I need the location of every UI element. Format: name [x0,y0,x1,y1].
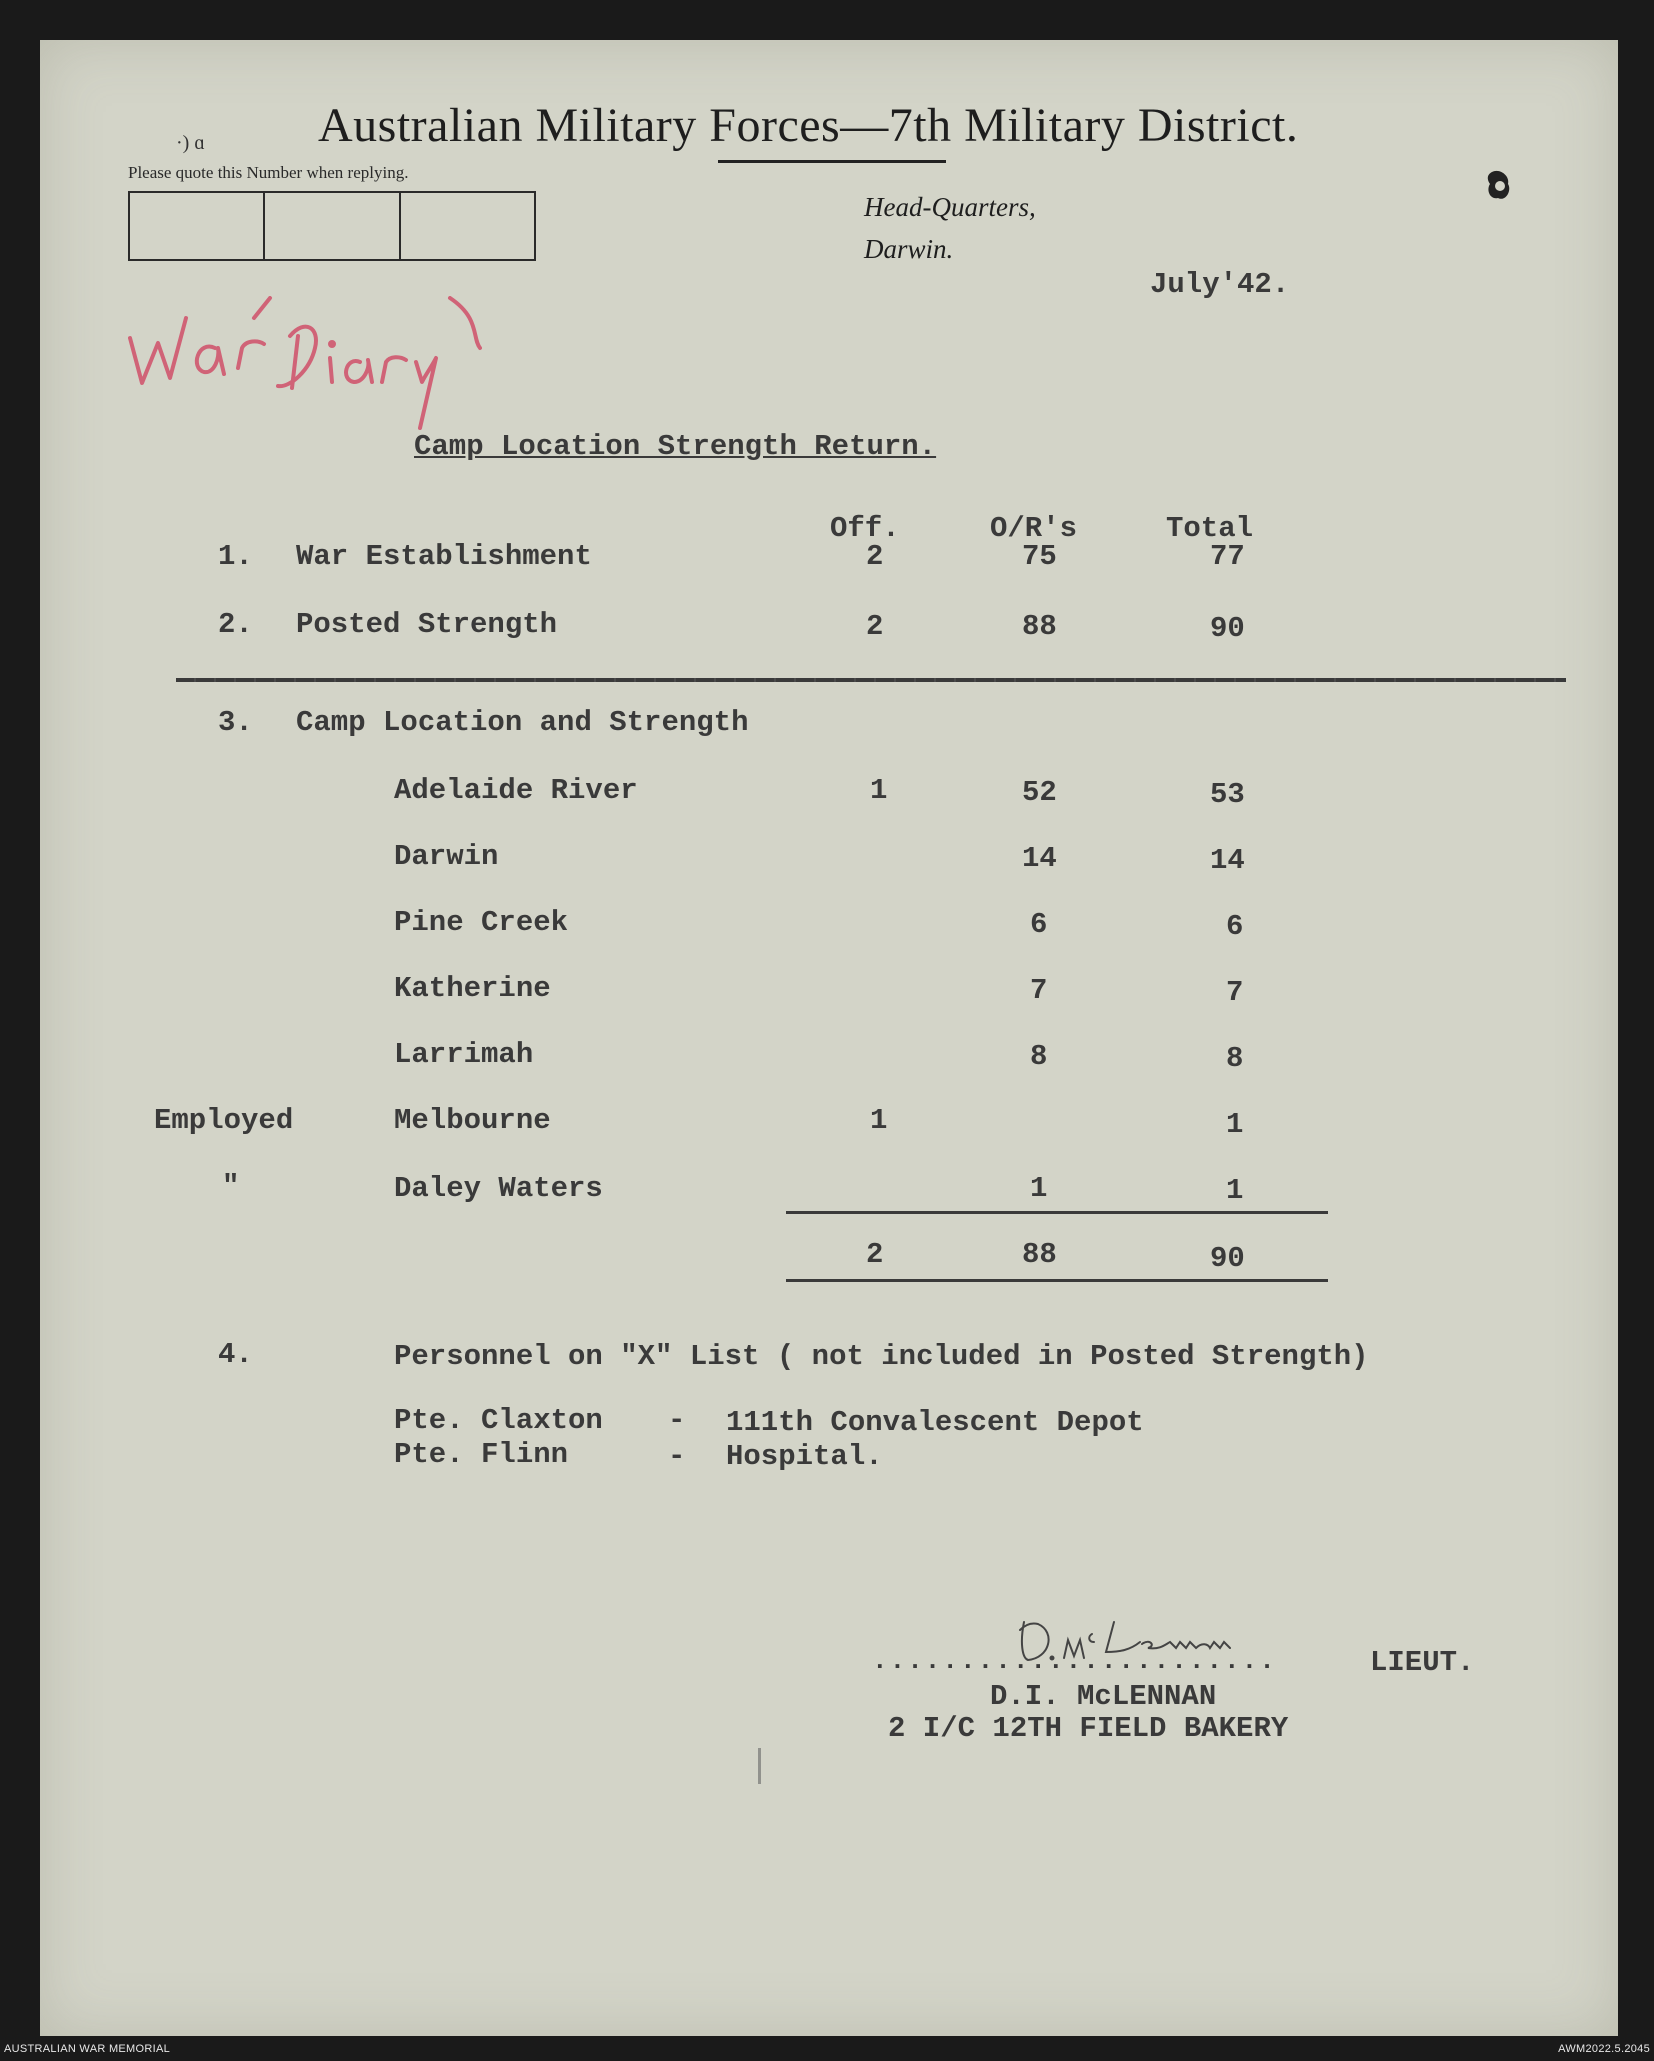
section-label: Personnel on "X" List ( not included in Posted Strength) [394,1340,1369,1373]
location-ors: 14 [1022,842,1057,875]
footer-accession-number: AWM2022.5.2045 [1558,2043,1650,2055]
section-number: 3. [218,706,253,739]
column-header-ors: O/R's [990,512,1078,545]
hq-line-2: Darwin. [864,234,954,264]
x-list-name: Pte. Flinn [394,1438,569,1471]
location-prefix: Employed [154,1104,294,1137]
reference-cell [265,193,400,259]
location-name: Pine Creek [394,906,569,939]
hq-line-1: Head-Quarters, [864,192,1036,222]
item-off: 2 [866,610,884,643]
location-total: 7 [1226,976,1244,1009]
headquarters-address [864,186,1036,270]
location-ors: 52 [1022,776,1057,809]
signature-rank: LIEUT. [1370,1646,1475,1679]
location-name: Darwin [394,840,499,873]
x-list-location: Hospital. [726,1440,883,1473]
total-ors: 88 [1022,1238,1057,1271]
item-total: 90 [1210,612,1245,645]
letterhead-underline [718,160,946,163]
item-off: 2 [866,540,884,573]
handwritten-war-diary-annotation [120,278,520,438]
document-date: July'42. [1150,268,1290,301]
section-divider [176,678,1566,682]
location-name: Larrimah [394,1038,534,1071]
signatory-unit: 2 I/C 12TH FIELD BAKERY [888,1712,1289,1745]
x-list-dash: - [668,1440,686,1473]
location-total: 1 [1226,1108,1244,1141]
location-ors: 6 [1030,908,1048,941]
footer-archive-name: AUSTRALIAN WAR MEMORIAL [4,2043,171,2055]
location-total: 6 [1226,910,1244,943]
location-off: 1 [870,1104,888,1137]
location-name: Katherine [394,972,551,1005]
item-label: Posted Strength [296,608,558,641]
total-rule [786,1279,1328,1282]
column-header-off: Off. [830,512,900,545]
location-name: Daley Waters [394,1172,603,1205]
letterhead-title: Australian Military Forces—7th Military District. [318,99,1299,152]
item-ors: 75 [1022,540,1057,573]
total-off: 2 [866,1238,884,1271]
x-list-location: 111th Convalescent Depot [726,1406,1144,1439]
item-ors: 88 [1022,610,1057,643]
item-number: 2. [218,608,253,641]
reference-marks: ·) ɑ [176,132,205,154]
reference-cell [401,193,534,259]
x-list-dash: - [668,1404,686,1437]
reference-cell [130,193,265,259]
location-ors: 7 [1030,974,1048,1007]
x-list-name: Pte. Claxton [394,1404,603,1437]
signatory-name: D.I. McLENNAN [990,1680,1217,1713]
location-total: 1 [1226,1174,1244,1207]
column-header-total: Total [1166,512,1254,545]
section-label: Camp Location and Strength [296,706,749,739]
section-number: 4. [218,1338,253,1371]
subtotal-rule [786,1211,1328,1214]
signature-dots: ....................... [872,1646,1277,1676]
total-total: 90 [1210,1242,1245,1275]
quote-number-notice: Please quote this Number when replying. [128,163,409,182]
location-total: 14 [1210,844,1245,877]
reference-number-box [128,191,536,261]
location-total: 53 [1210,778,1245,811]
location-name: Melbourne [394,1104,551,1137]
location-ors: 1 [1030,1172,1048,1205]
document-title: Camp Location Strength Return. [414,430,937,463]
item-number: 1. [218,540,253,573]
location-total: 8 [1226,1042,1244,1075]
item-label: War Establishment [296,540,592,573]
paper-mark [758,1748,761,1784]
item-total: 77 [1210,540,1245,573]
ink-stain-icon [1484,168,1514,204]
location-off: 1 [870,774,888,807]
location-name: Adelaide River [394,774,638,807]
location-ors: 8 [1030,1040,1048,1073]
location-prefix: " [222,1170,240,1203]
